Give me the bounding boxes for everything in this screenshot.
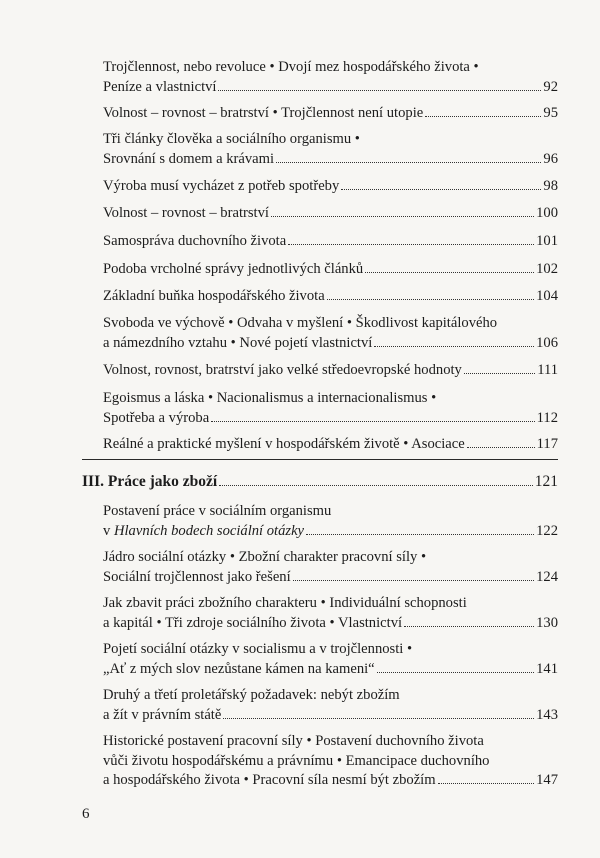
toc-entry-page: 130 (536, 614, 558, 631)
toc-entry-page: 102 (536, 261, 558, 277)
leader-dots (464, 373, 535, 374)
leader-dots (404, 626, 534, 627)
toc-entry-line: vůči životu hospodářskému a právnímu • Emancipace duchovního (103, 752, 490, 769)
toc-entry-text (103, 522, 304, 542)
toc-entry (103, 287, 558, 307)
toc-entry (103, 130, 558, 169)
chapter-page: 121 (534, 473, 558, 490)
toc-entry-text: Sociální trojčlennost jako řešení (103, 568, 291, 585)
leader-dots (467, 447, 535, 448)
toc-entry (103, 640, 558, 679)
toc-entry (103, 314, 558, 353)
leader-dots (306, 534, 534, 535)
toc-entry-text: Srovnání s domem a krávami (103, 150, 275, 167)
toc-entry (103, 435, 558, 455)
divider (82, 459, 558, 460)
toc-entry-text: Volnost – rovnost – bratrství (103, 205, 269, 221)
toc-entry-text: Peníze a vlastnictví (103, 78, 217, 95)
toc-entry-text: Samospráva duchovního života (103, 233, 287, 249)
toc-entry-page: 104 (536, 288, 558, 304)
leader-dots (223, 718, 534, 719)
leader-dots (438, 783, 535, 784)
leader-dots (288, 244, 534, 245)
toc-entry-page: 122 (536, 522, 558, 539)
toc-entry-page: 141 (536, 660, 558, 677)
chapter-heading (82, 472, 558, 492)
toc-entry-page: 100 (536, 205, 558, 221)
toc-entry-page: 98 (543, 178, 558, 194)
chapter-title: III. Práce jako zboží (82, 473, 218, 490)
leader-dots (365, 272, 534, 273)
toc-entry (103, 204, 558, 224)
leader-dots (425, 116, 541, 117)
toc-entry (103, 594, 558, 633)
toc-entry-text: Volnost, rovnost, bratrství jako velké středoevropské hodnoty (103, 362, 462, 378)
toc-entry (103, 732, 558, 791)
toc-entry (103, 260, 558, 280)
toc-entry-line: Egoismus a láska • Nacionalismus a internacionalismus • (103, 390, 437, 406)
leader-dots (377, 672, 534, 673)
toc-entry-page: 92 (543, 78, 558, 95)
toc-entry-text: „Ať z mých slov nezůstane kámen na kameni“ (103, 660, 375, 677)
toc-entry-line: Postavení práce v sociálním organismu (103, 503, 332, 519)
toc-entry-text: a námezdního vztahu • Nové pojetí vlastnictví (103, 334, 373, 351)
toc-entry-text: Spotřeba a výroba (103, 409, 210, 426)
toc-entry (103, 104, 558, 124)
toc-entry (103, 361, 558, 381)
toc-entry-page: 95 (543, 105, 558, 121)
toc-entry (103, 502, 558, 541)
toc-entry-line: Druhý a třetí proletářský požadavek: nebýt zbožím (103, 687, 400, 703)
toc-entry-italic: Hlavních bodech sociální otázky (113, 522, 305, 539)
toc-entry-text: a kapitál • Tři zdroje sociálního života • Vlastnictví (103, 614, 403, 631)
leader-dots (211, 421, 534, 422)
leader-dots (293, 580, 534, 581)
toc-entry-page: 101 (536, 233, 558, 249)
toc-entry-line: Pojetí sociální otázky v socialismu a v trojčlennosti • (103, 641, 413, 657)
toc-entry-page: 111 (537, 362, 558, 378)
leader-dots (271, 216, 534, 217)
leader-dots (219, 485, 533, 486)
toc-entry-text: Podoba vrcholné správy jednotlivých článků (103, 261, 364, 277)
page-number: 6 (82, 806, 90, 822)
leader-dots (374, 346, 534, 347)
toc-entry-line: Tři články člověka a sociálního organismu • (103, 131, 360, 147)
toc-entry-line: Historické postavení pracovní síly • Postavení duchovního života (103, 733, 484, 749)
toc-entry-line: Jak zbavit práci zbožního charakteru • Individuální schopnosti (103, 595, 467, 611)
toc-entry-page: 143 (536, 706, 558, 723)
toc-entry (103, 58, 558, 97)
toc-entry-line: Svoboda ve výchově • Odvaha v myšlení • Škodlivost kapitálového (103, 315, 498, 331)
toc-entry-page: 112 (536, 409, 558, 426)
toc-entry (103, 232, 558, 252)
toc-entry-page: 106 (536, 334, 558, 351)
leader-dots (327, 299, 534, 300)
toc-entry-prefix: v (103, 522, 114, 539)
toc-entry-text: Volnost – rovnost – bratrství • Trojčlennost není utopie (103, 105, 424, 121)
toc-entry-page: 117 (536, 436, 558, 452)
toc-entry-page: 96 (543, 150, 558, 167)
toc-entry-line: Jádro sociální otázky • Zbožní charakter pracovní síly • (103, 549, 427, 565)
leader-dots (276, 162, 541, 163)
leader-dots (341, 189, 541, 190)
toc-entry (103, 686, 558, 725)
toc-entry (103, 177, 558, 197)
toc-entry-page: 147 (536, 772, 558, 788)
toc-entry (103, 389, 558, 428)
toc-entry-text: Reálné a praktické myšlení v hospodářském životě • Asociace (103, 436, 465, 452)
leader-dots (218, 90, 541, 91)
toc-entry (103, 548, 558, 587)
toc-entry-text: a žít v právním státě (103, 706, 222, 723)
toc-entry-text: Základní buňka hospodářského života (103, 288, 325, 304)
toc-entry-line: Trojčlennost, nebo revoluce • Dvojí mez hospodářského života • (103, 59, 479, 75)
toc-entry-page: 124 (536, 568, 558, 585)
toc-entry-text: a hospodářského života • Pracovní síla nesmí být zbožím (103, 772, 436, 788)
toc-entry-text: Výroba musí vycházet z potřeb spotřeby (103, 178, 340, 194)
